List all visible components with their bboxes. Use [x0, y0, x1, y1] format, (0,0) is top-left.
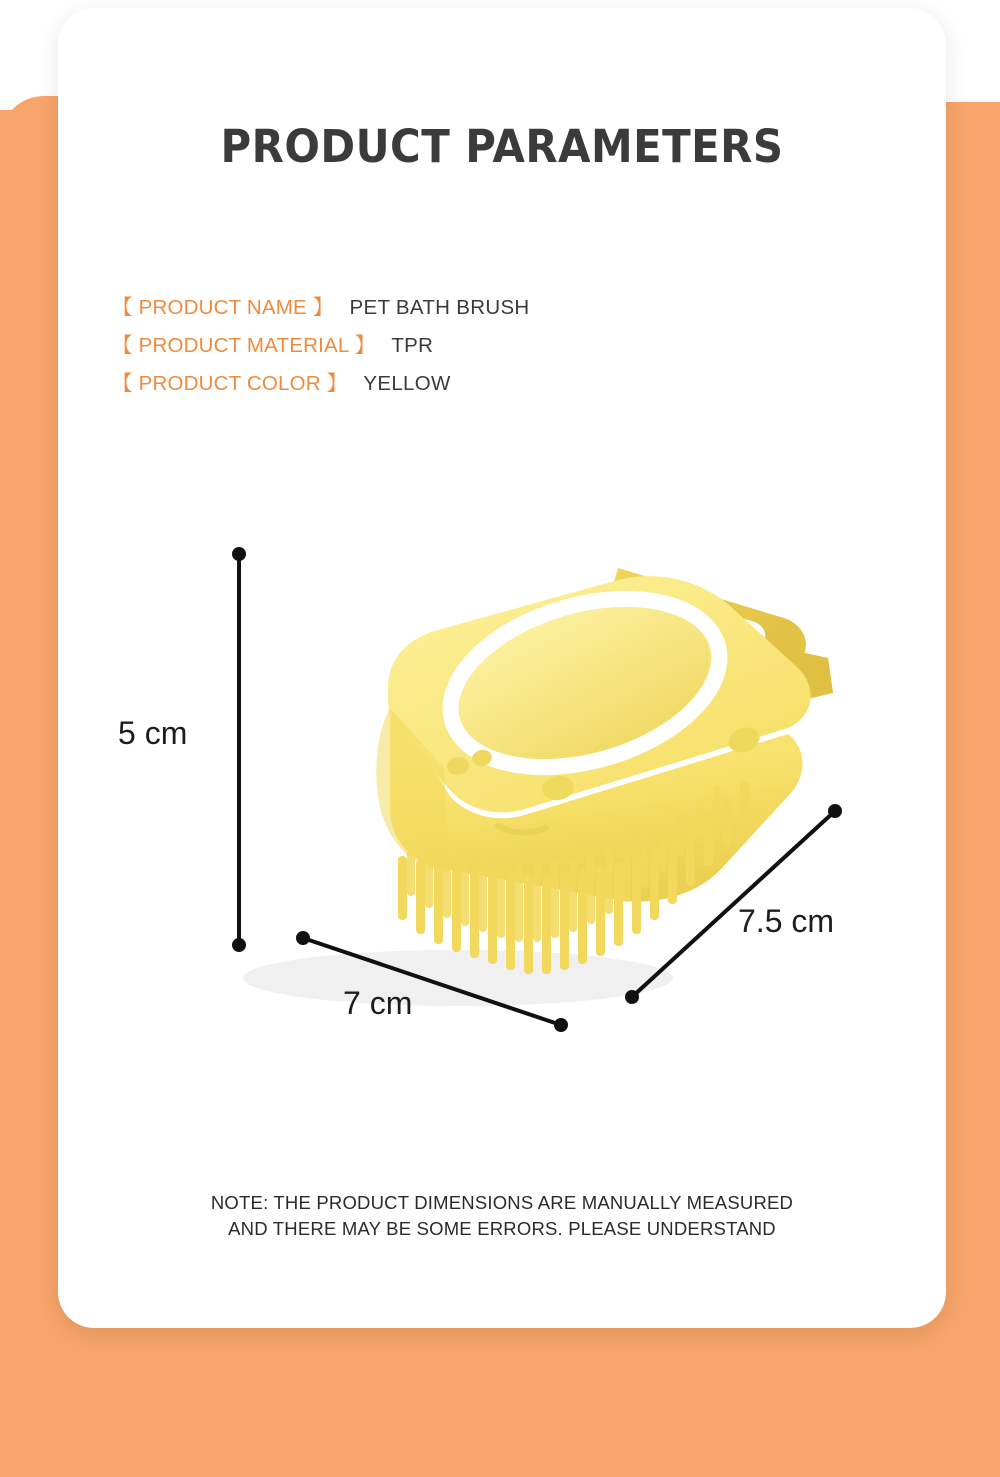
width-line — [303, 938, 561, 1025]
spec-value: TPR — [391, 334, 434, 357]
background-right-white — [942, 0, 1000, 102]
width-endpoint-left — [296, 931, 310, 945]
spec-value: YELLOW — [363, 372, 451, 395]
product-parameters-card — [58, 8, 946, 1328]
spec-key: 【 PRODUCT COLOR 】 — [112, 372, 348, 395]
depth-endpoint-bottom — [625, 990, 639, 1004]
spec-value: PET BATH BRUSH — [349, 296, 530, 319]
width-endpoint-right — [554, 1018, 568, 1032]
dimension-width-label: 7 cm — [343, 985, 413, 1021]
height-endpoint-top — [232, 547, 246, 561]
dimension-depth-label: 7.5 cm — [738, 903, 835, 939]
dimension-height-label: 5 cm — [118, 715, 188, 751]
page-title: PRODUCT PARAMETERS — [220, 120, 784, 173]
measurement-note — [58, 1190, 946, 1242]
dimension-arrows — [58, 8, 946, 1328]
note-line-1: NOTE: THE PRODUCT DIMENSIONS ARE MANUALLY MEASURED — [210, 1192, 794, 1213]
depth-endpoint-top — [828, 804, 842, 818]
height-endpoint-bottom — [232, 938, 246, 952]
note-line-2: AND THERE MAY BE SOME ERRORS. PLEASE UNDERSTAND — [228, 1218, 776, 1239]
spec-key: 【 PRODUCT NAME 】 — [112, 296, 334, 319]
spec-key: 【 PRODUCT MATERIAL 】 — [112, 334, 376, 357]
